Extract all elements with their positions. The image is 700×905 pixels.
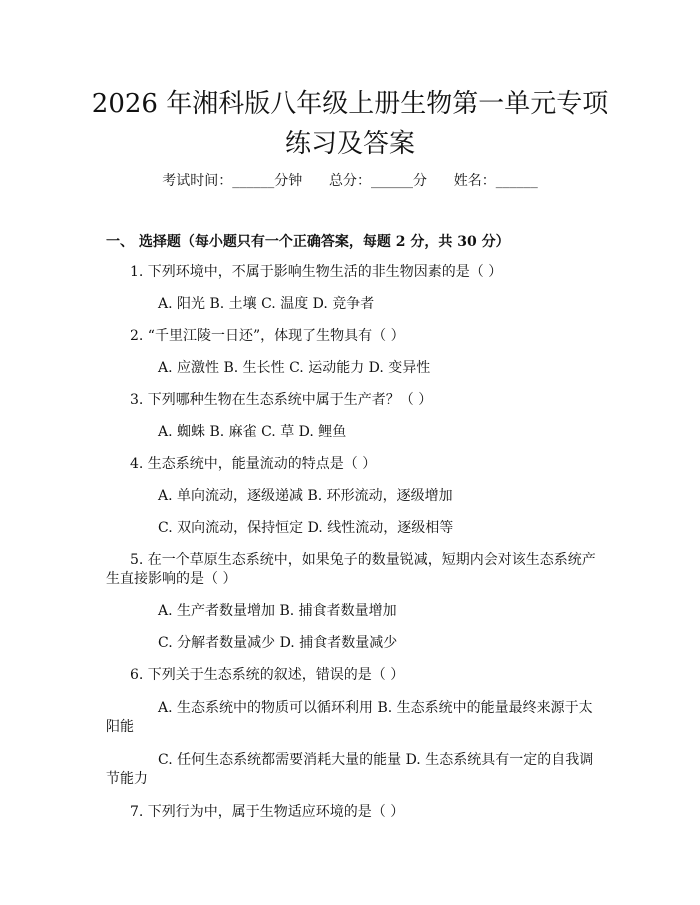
- question-4: 4. 生态系统中，能量流动的特点是（ ）: [130, 456, 377, 472]
- question-3: 3. 下列哪种生物在生态系统中属于生产者？（ ）: [130, 392, 433, 408]
- question-5-continued: 生直接影响的是（ ）: [106, 571, 237, 587]
- question-1-options: A. 阳光 B. 土壤 C. 温度 D. 竞争者: [158, 296, 375, 312]
- question-2: 2. “千里江陵一日还”，体现了生物具有（ ）: [130, 328, 405, 344]
- question-6-options-ab-continued: 阳能: [106, 719, 134, 735]
- title-line-1: 2026 年湘科版八年级上册生物第一单元专项: [91, 89, 609, 119]
- question-6-options-cd: C. 任何生态系统都需要消耗大量的能量 D. 生态系统具有一定的自我调: [158, 752, 594, 768]
- exam-info-line: 考试时间：______分钟 总分：______分 姓名：______: [162, 173, 538, 189]
- section-heading: 一、 选择题（每小题只有一个正确答案，每题 2 分，共 30 分）: [106, 234, 510, 250]
- question-5-options-cd: C. 分解者数量减少 D. 捕食者数量减少: [158, 635, 398, 651]
- question-6-options-ab: A. 生态系统中的物质可以循环利用 B. 生态系统中的能量最终来源于太: [158, 700, 593, 716]
- question-6-options-cd-continued: 节能力: [106, 771, 148, 787]
- question-5: 5. 在一个草原生态系统中，如果兔子的数量锐减，短期内会对该生态系统产: [130, 552, 596, 568]
- question-4-options-ab: A. 单向流动，逐级递减 B. 环形流动，逐级增加: [158, 488, 453, 504]
- question-1: 1. 下列环境中，不属于影响生物生活的非生物因素的是（ ）: [130, 264, 503, 280]
- title-line-2: 练习及答案: [284, 129, 415, 159]
- question-6: 6. 下列关于生态系统的叙述，错误的是（ ）: [130, 667, 405, 683]
- question-2-options: A. 应激性 B. 生长性 C. 运动能力 D. 变异性: [158, 360, 431, 376]
- question-7: 7. 下列行为中，属于生物适应环境的是（ ）: [130, 804, 405, 820]
- question-4-options-cd: C. 双向流动，保持恒定 D. 线性流动，逐级相等: [158, 520, 454, 536]
- document-title: [60, 84, 640, 164]
- question-3-options: A. 蜘蛛 B. 麻雀 C. 草 D. 鲤鱼: [158, 424, 347, 440]
- question-5-options-ab: A. 生产者数量增加 B. 捕食者数量增加: [158, 603, 397, 619]
